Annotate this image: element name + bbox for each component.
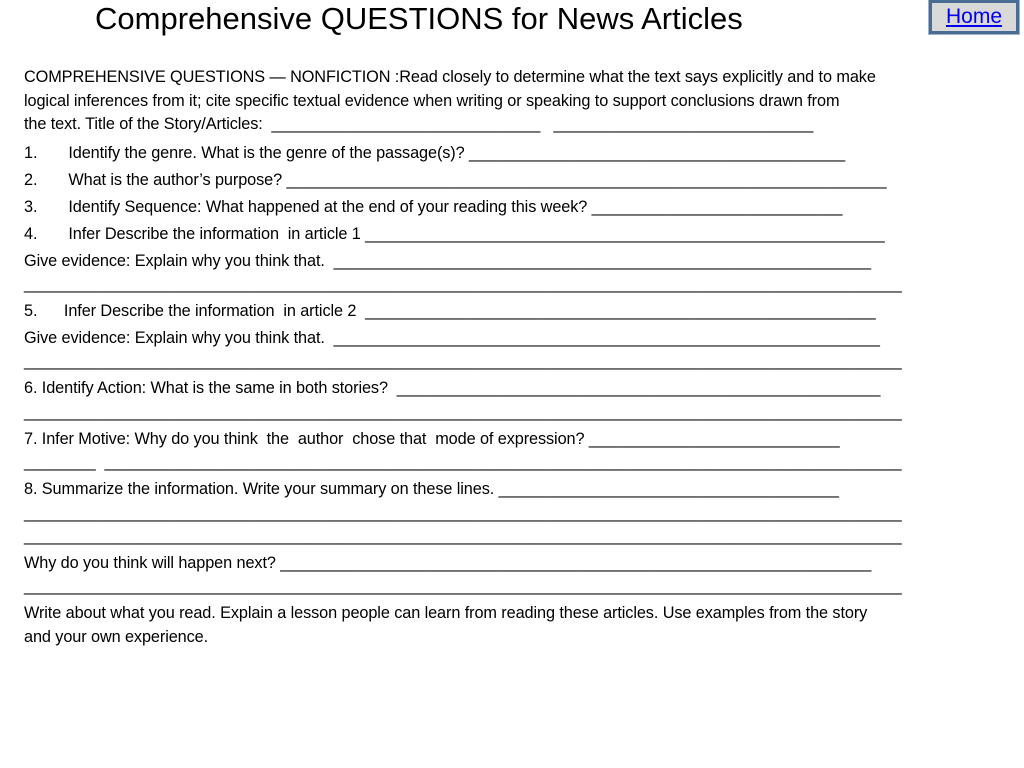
question-article-1: 4. Infer Describe the information in article 1 __________________________________________________________ (24, 224, 885, 243)
intro-line: COMPREHENSIVE QUESTIONS — NONFICTION :Read closely to determine what the text says explicitly and to make (24, 68, 876, 86)
answer-line: __________________________________________________________________________________________________ (24, 577, 902, 596)
intro-line: logical inferences from it; cite specific textual evidence when writing or speaking to support conclusions drawn from (24, 91, 840, 110)
question-sequence: 3. Identify Sequence: What happened at the end of your reading this week? ____________________________ (24, 197, 843, 216)
intro-line: the text. Title of the Story/Articles: ______________________________ _____________________________ (24, 115, 814, 133)
writing-prompt-line: and your own experience. (24, 627, 209, 646)
home-link[interactable]: Home (945, 5, 1003, 28)
writing-prompt-line: Write about what you read. Explain a lesson people can learn from reading these articles. Use examples from the story (24, 604, 868, 623)
answer-line: __________________________________________________________________________________________________ (24, 402, 902, 421)
question-genre: 1. Identify the genre. What is the genre of the passage(s)? __________________________________________ (24, 144, 846, 162)
answer-line: __________________________________________________________________________________________________ (24, 527, 902, 546)
page-title: Comprehensive QUESTIONS for News Articles (95, 1, 743, 36)
question-author-purpose: 2. What is the author’s purpose? ___________________________________________________________________ (24, 170, 887, 189)
evidence-prompt-1: Give evidence: Explain why you think that. ____________________________________________________________ (24, 251, 871, 270)
question-motive: 7. Infer Motive: Why do you think the author chose that mode of expression? ____________________________ (24, 429, 840, 448)
answer-line: ________ _________________________________________________________________________________________ (24, 453, 902, 472)
worksheet-body (24, 66, 992, 649)
intro-paragraph (24, 66, 992, 137)
question-action: 6. Identify Action: What is the same in both stories? ______________________________________________________ (24, 379, 881, 398)
question-summarize: 8. Summarize the information. Write your summary on these lines. ______________________________________ (24, 480, 839, 499)
question-predict: Why do you think will happen next? __________________________________________________________________ (24, 553, 872, 572)
home-button[interactable] (929, 0, 1019, 34)
answer-line: __________________________________________________________________________________________________ (24, 275, 902, 294)
evidence-prompt-2: Give evidence: Explain why you think that. _____________________________________________________________ (24, 328, 880, 347)
question-article-2: 5. Infer Describe the information in article 2 _________________________________________________________ (24, 301, 876, 320)
answer-line: __________________________________________________________________________________________________ (24, 352, 902, 371)
answer-line: __________________________________________________________________________________________________ (24, 503, 902, 522)
